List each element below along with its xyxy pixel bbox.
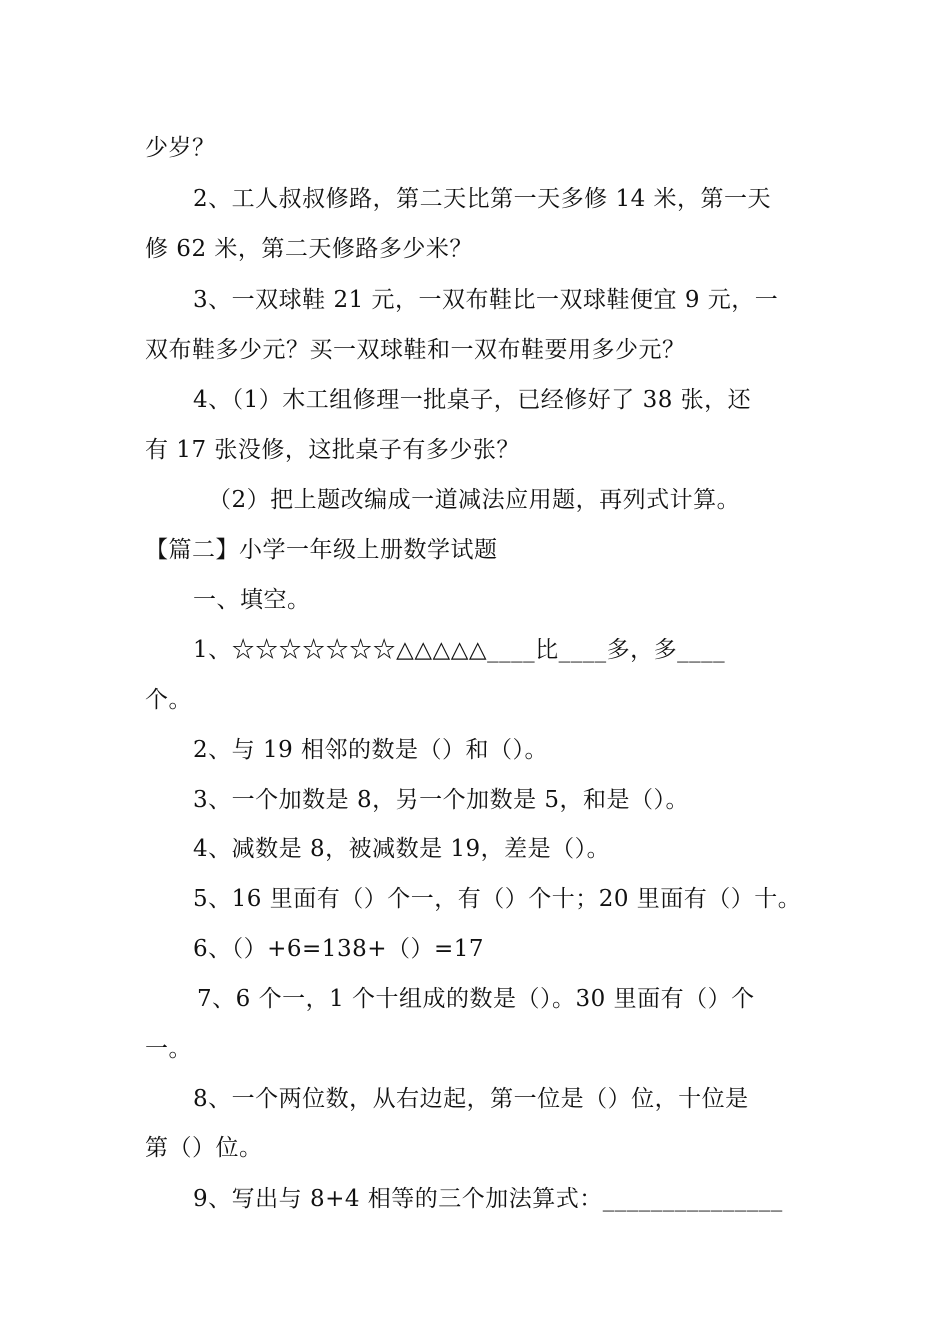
question-4-line-1: 4、（1）木工组修理一批桌子，已经修好了 38 张，还	[193, 387, 752, 413]
question-4-part-2: （2）把上题改编成一道减法应用题，再列式计算。	[208, 487, 741, 513]
question-2-line-2: 修 62 米，第二天修路多少米？	[145, 236, 473, 262]
part-heading-fill-in: 一、填空。	[193, 587, 311, 613]
fill-4: 4、减数是 8，被减数是 19，差是（）。	[193, 836, 611, 862]
question-3-line-2: 双布鞋多少元？买一双球鞋和一双布鞋要用多少元？	[145, 337, 686, 363]
question-4-line-2: 有 17 张没修，这批桌子有多少张？	[145, 437, 520, 463]
fill-1-line-1: 1、☆☆☆☆☆☆☆△△△△△____比____多，多____	[193, 637, 726, 663]
fill-8-line-1: 8、一个两位数，从右边起，第一位是（）位，十位是	[193, 1086, 749, 1112]
fill-3: 3、一个加数是 8，另一个加数是 5，和是（）。	[193, 787, 690, 813]
fill-6: 6、（）+6=138+（）=17	[193, 936, 485, 962]
question-3-line-1: 3、一双球鞋 21 元，一双布鞋比一双球鞋便宜 9 元，一	[193, 287, 779, 313]
fill-9: 9、写出与 8+4 相等的三个加法算式：_______________	[193, 1186, 783, 1212]
text-line-1: 少岁？	[145, 135, 216, 161]
section-heading: 【篇二】小学一年级上册数学试题	[145, 537, 498, 563]
fill-7-line-2: 一。	[145, 1036, 192, 1062]
question-2-line-1: 2、工人叔叔修路，第二天比第一天多修 14 米，第一天	[193, 186, 772, 212]
fill-2: 2、与 19 相邻的数是（）和（）。	[193, 737, 549, 763]
fill-5: 5、16 里面有（）个一，有（）个十；20 里面有（）十。	[193, 886, 802, 912]
fill-8-line-2: 第（）位。	[145, 1135, 263, 1161]
fill-1-line-2: 个。	[145, 687, 192, 713]
fill-7-line-1: 7、6 个一，1 个十组成的数是（）。30 里面有（）个	[197, 986, 755, 1012]
